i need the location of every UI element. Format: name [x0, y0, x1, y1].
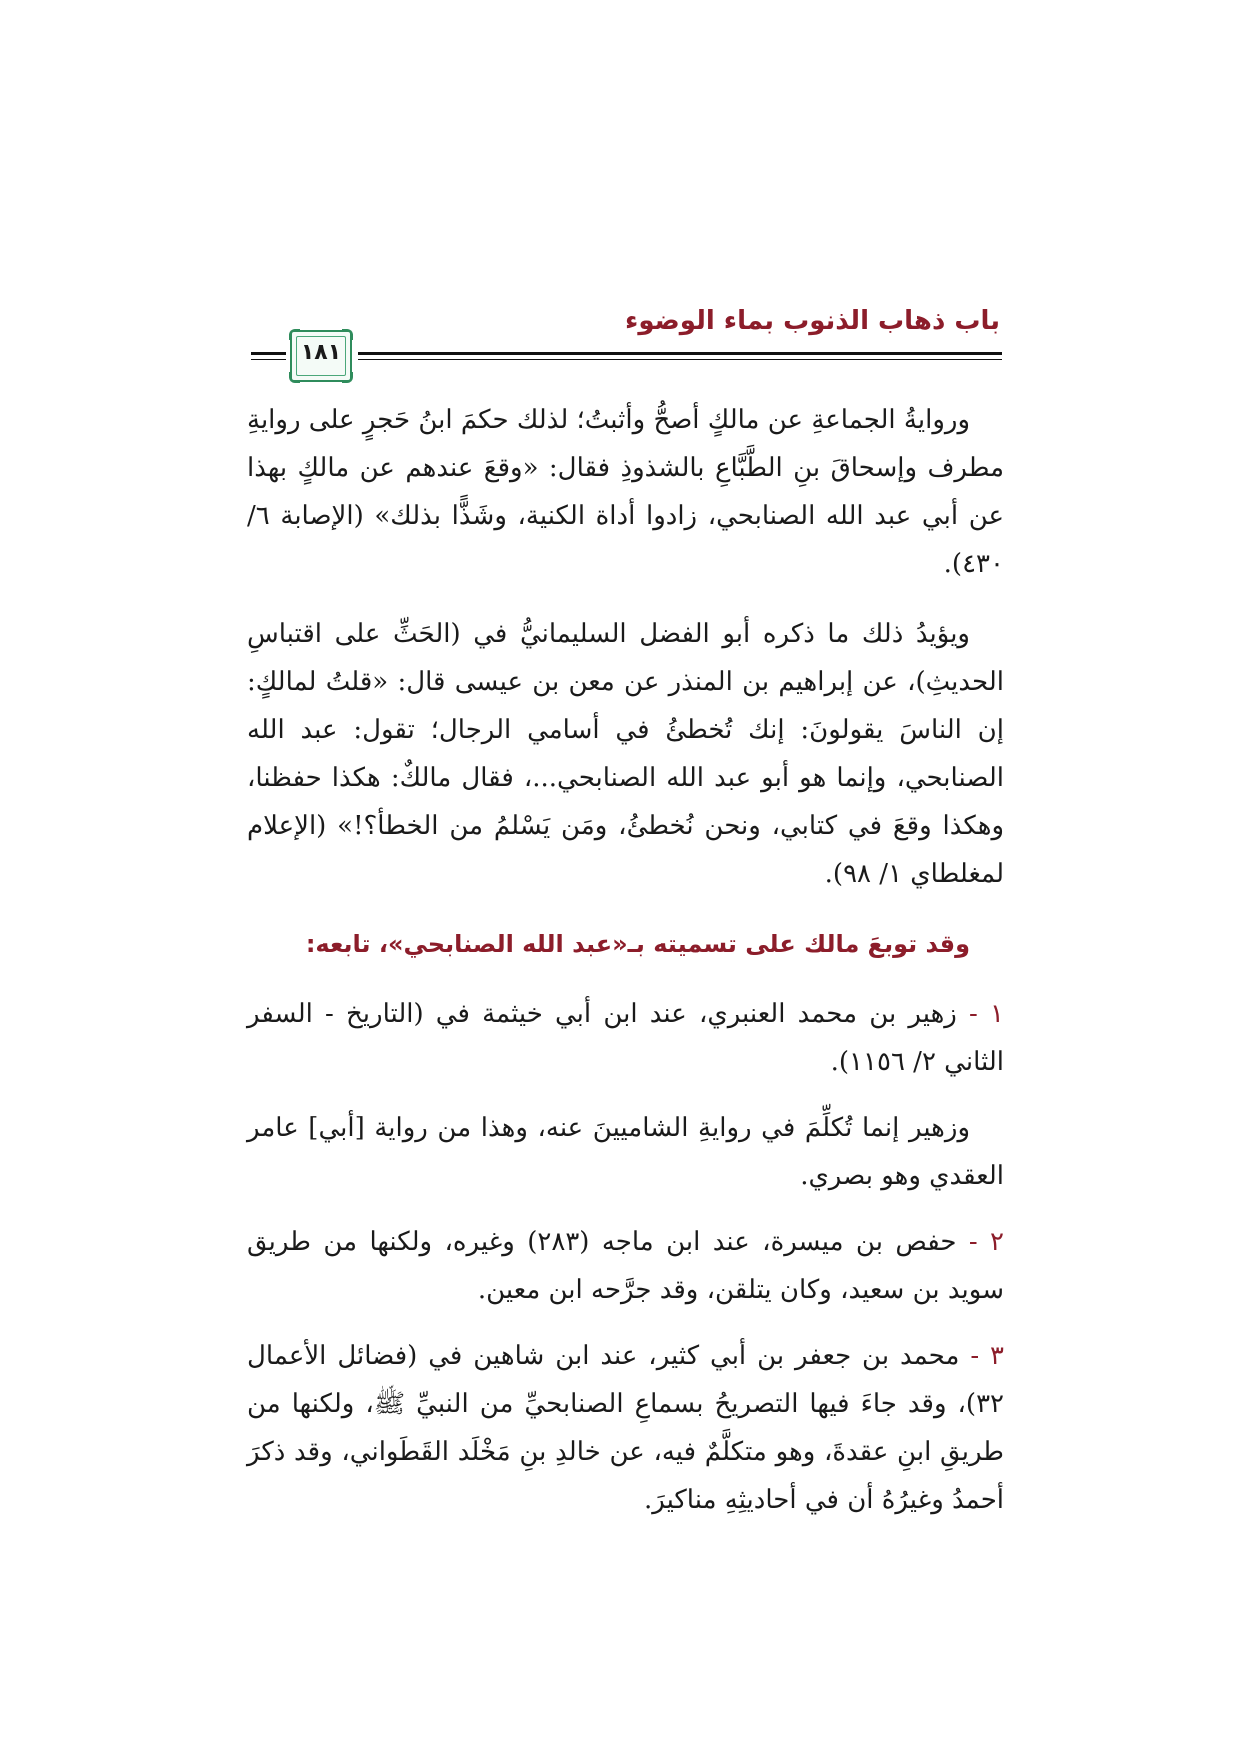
frame-ornament-icon: [342, 329, 353, 340]
frame-ornament-icon: [342, 372, 353, 383]
item-number: ١ -: [969, 999, 1004, 1029]
item-text: حفص بن ميسرة، عند ابن ماجه (٢٨٣) وغيره، ولكنها من طريق سويد بن سعيد، وكان يتلقن، وقد جرَّحه ابن معين.: [247, 1227, 1004, 1305]
header-rule-left-top: [251, 352, 286, 355]
header-rule-top: [358, 352, 1002, 355]
page-number: ١٨١: [300, 340, 342, 365]
header-rule-left-bottom: [251, 359, 286, 360]
frame-ornament-icon: [289, 372, 300, 383]
paragraph: ويؤيدُ ذلك ما ذكره أبو الفضل السليمانيُّ في (الحَثِّ على اقتباسِ الحديثِ)، عن إبراهيم بن المنذر عن معن بن عيسى قال: «قلتُ لمالكٍ: إن الناسَ يقولونَ: إنك تُخطئُ في أسامي الرجال؛ تقول: عبد الله الصنابحي، وإنما هو أبو عبد الله الصنابحي...، فقال مالكٌ: هكذا حفظنا، وهكذا وقعَ في كتابي، ونحن نُخطئُ، ومَن يَسْلمُ من الخطأ؟!» (الإعلام لمغلطاي ١/ ٩٨).: [247, 619, 1004, 889]
page-number-frame: [290, 330, 352, 382]
section-subheading: وقد توبعَ مالك على تسميته بـ«عبد الله الصنابحي»، تابعه:: [305, 930, 970, 958]
frame-ornament-icon: [289, 329, 300, 340]
paragraph: وزهير إنما تُكلِّمَ في روايةِ الشاميينَ عنه، وهذا من رواية [أبي] عامر العقدي وهو بصري.: [247, 1113, 1004, 1191]
list-item: [247, 1218, 1004, 1314]
list-item: [247, 990, 1004, 1086]
list-item: [247, 1332, 1004, 1524]
item-text: محمد بن جعفر بن أبي كثير، عند ابن شاهين في (فضائل الأعمال ٣٢)، وقد جاءَ فيها التصريحُ بسماعِ الصنابحيِّ من النبيِّ ﷺ، ولكنها من طريقِ ابنِ عقدةَ، وهو متكلَّمٌ فيه، عن خالدِ بنِ مَخْلَد القَطَواني، وقد ذكرَ أحمدُ وغيرُهُ أن في أحاديثِهِ مناكيرَ.: [247, 1341, 1004, 1515]
paragraph: وروايةُ الجماعةِ عن مالكٍ أصحُّ وأثبتُ؛ لذلك حكمَ ابنُ حَجرٍ على روايةِ مطرف وإسحاقَ بنِ الطَّبَّاعِ بالشذوذِ فقال: «وقعَ عندهم عن مالكٍ بهذا عن أبي عبد الله الصنابحي، زادوا أداة الكنية، وشَذًّا بذلك» (الإصابة ٦/ ٤٣٠).: [247, 405, 1004, 579]
item-text: زهير بن محمد العنبري، عند ابن أبي خيثمة في (التاريخ - السفر الثاني ٢/ ١١٥٦).: [247, 999, 1004, 1077]
header-rule-bottom: [358, 359, 1002, 360]
item-number: ٣ -: [970, 1341, 1004, 1371]
running-title: باب ذهاب الذنوب بماء الوضوء: [625, 306, 1000, 336]
item-number: ٢ -: [968, 1227, 1004, 1257]
page-body: [247, 396, 1004, 1542]
